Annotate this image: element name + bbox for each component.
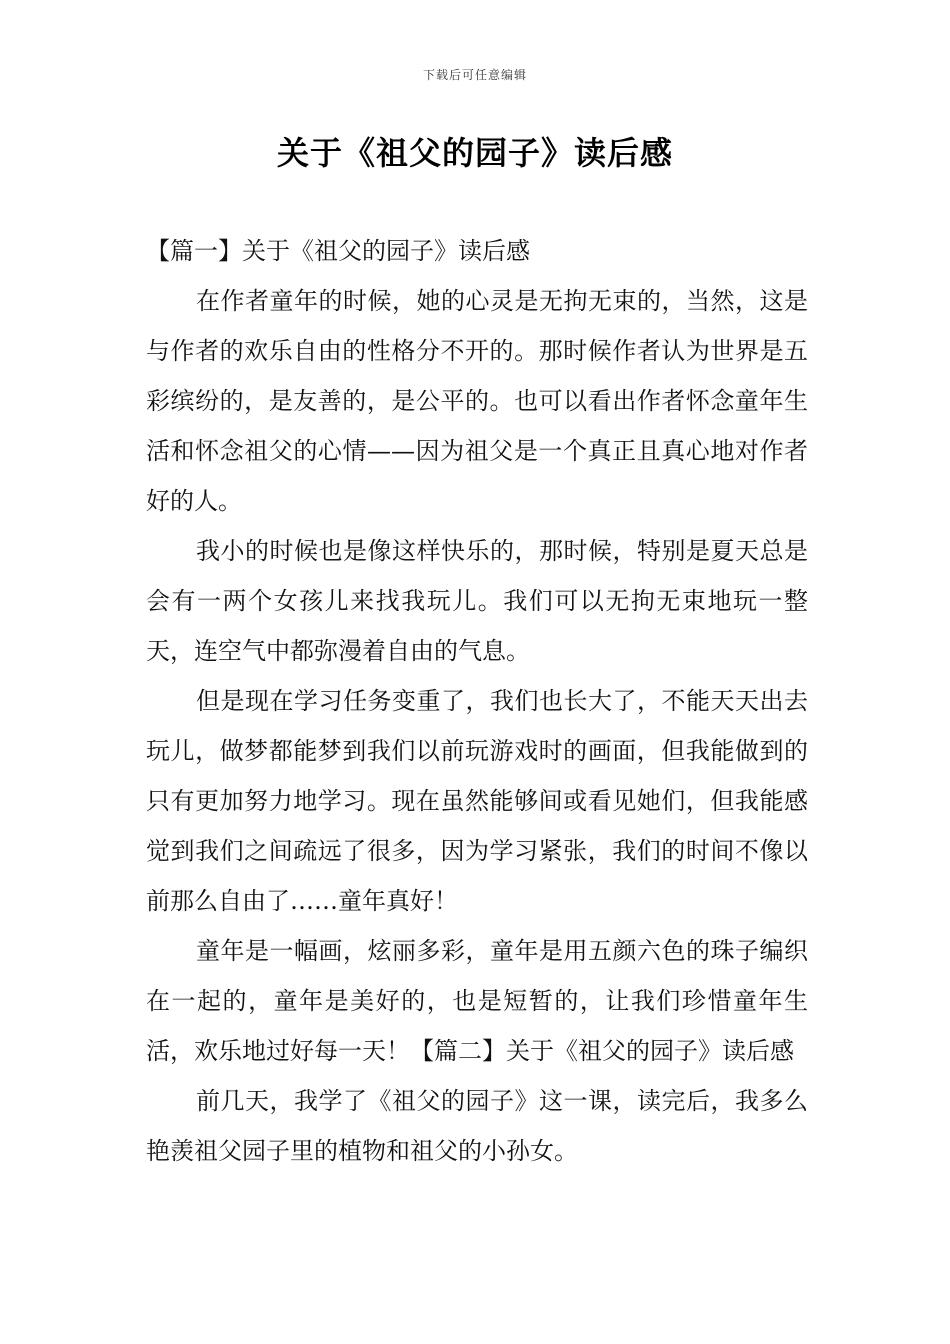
paragraph-5: 前几天，我学了《祖父的园子》这一课，读完后，我多么艳羡祖父园子里的植物和祖父的小孙女。 (146, 1087, 808, 1165)
paragraph-3: 但是现在学习任务变重了，我们也长大了，不能天天出去玩儿，做梦都能梦到我们以前玩游戏时的画面，但我能做到的只有更加努力地学习。现在虽然能够间或看见她们，但我能感觉到我们之间疏远了很多，因为学习紧张，我们的时间不像以前那么自由了……童年真好！ (146, 687, 808, 915)
document-title: 关于《祖父的园子》读后感 (276, 134, 673, 172)
document-body (146, 226, 808, 1176)
header-note: 下载后可任意编辑 (422, 68, 527, 82)
paragraph-2: 我小的时候也是像这样快乐的，那时候，特别是夏天总是会有一两个女孩儿来找我玩儿。我们可以无拘无束地玩一整天，连空气中都弥漫着自由的气息。 (146, 537, 808, 665)
section-heading: 【篇一】关于《祖父的园子》读后感 (146, 237, 530, 265)
paragraph-1: 在作者童年的时候，她的心灵是无拘无束的，当然，这是与作者的欢乐自由的性格分不开的。那时候作者认为世界是五彩缤纷的，是友善的，是公平的。也可以看出作者怀念童年生活和怀念祖父的心情——因为祖父是一个真正且真心地对作者好的人。 (146, 287, 808, 515)
paragraph-4: 童年是一幅画，炫丽多彩，童年是用五颜六色的珠子编织在一起的，童年是美好的，也是短暂的，让我们珍惜童年生活，欢乐地过好每一天！【篇二】关于《祖父的园子》读后感 (146, 937, 808, 1065)
